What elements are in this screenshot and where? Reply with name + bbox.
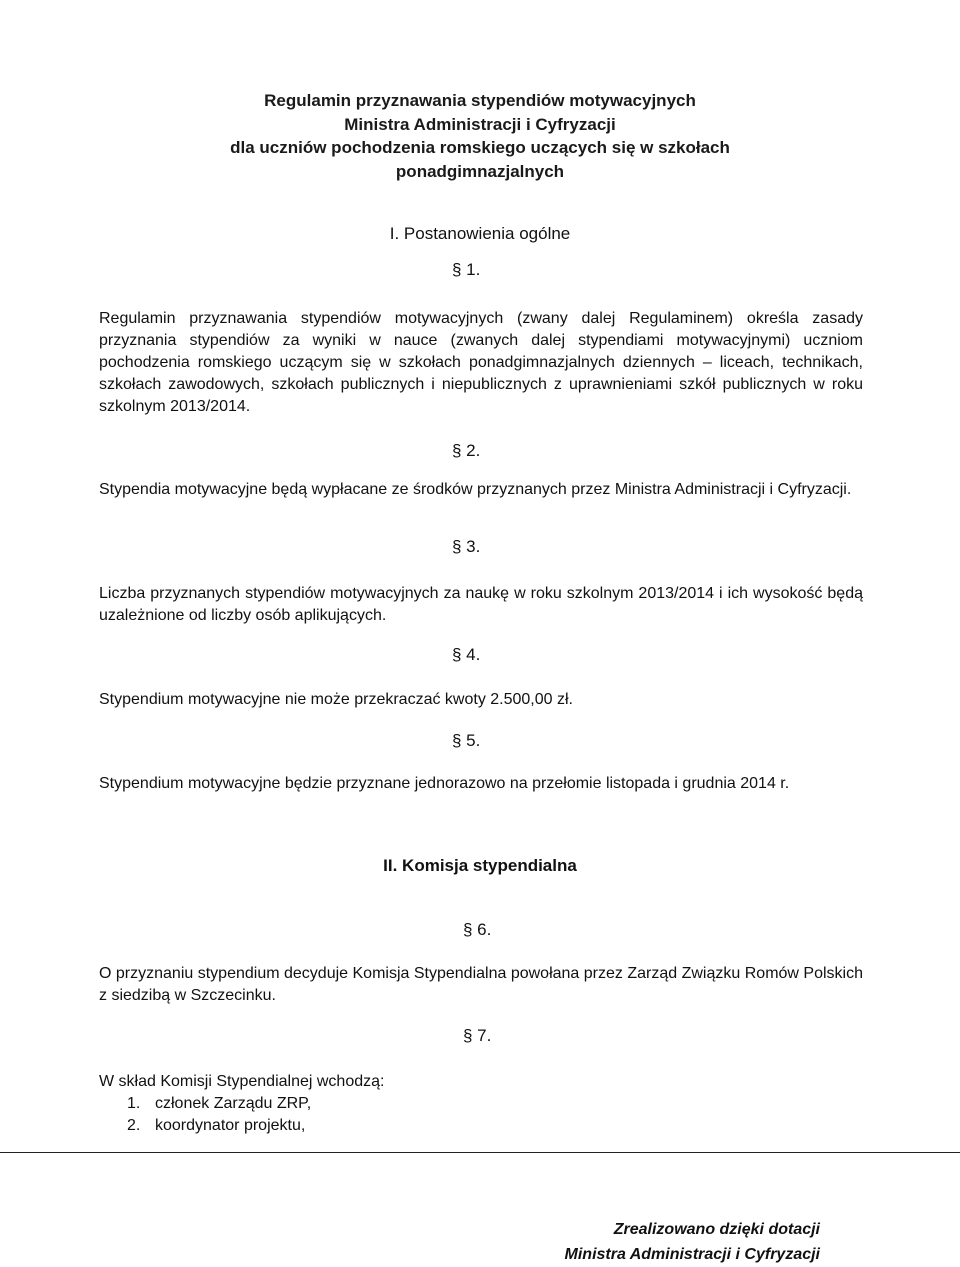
paragraph-6-text: O przyznaniu stypendium decyduje Komisja Stypendialna powołana przez Zarząd Związku Romów Polskich z siedzibą w Szczecinku.: [99, 965, 863, 1004]
list-intro: W skład Komisji Stypendialnej wchodzą:: [99, 1073, 385, 1090]
funding-note-line-1: Zrealizowano dzięki dotacji: [613, 1221, 820, 1238]
paragraph-7-mark: § 7.: [463, 1026, 492, 1045]
list-item-number: 2.: [127, 1117, 141, 1134]
funding-note: [565, 1217, 820, 1267]
paragraph-4-text: Stypendium motywacyjne nie może przekraczać kwoty 2.500,00 zł.: [99, 691, 573, 708]
list-item: [99, 1093, 384, 1115]
title-line-4: ponadgimnazjalnych: [395, 161, 565, 181]
paragraph-5-text: Stypendium motywacyjne będzie przyznane jednorazowo na przełomie listopada i grudnia 2014 r.: [99, 775, 790, 792]
paragraph-4-mark: § 4.: [452, 645, 481, 664]
paragraph-3-text: Liczba przyznanych stypendiów motywacyjnych za naukę w roku szkolnym 2013/2014 i ich wysokość będą uzależnione od liczby osób aplikujących.: [99, 585, 863, 624]
committee-list: [99, 1071, 384, 1137]
list-item-text: członek Zarządu ZRP,: [155, 1095, 312, 1112]
paragraph-3-mark: § 3.: [452, 537, 481, 556]
paragraph-6-mark: § 6.: [463, 920, 492, 939]
document-title: [100, 89, 860, 183]
list-item-text: koordynator projektu,: [155, 1117, 306, 1134]
paragraph-2-text: Stypendia motywacyjne będą wypłacane ze środków przyznanych przez Ministra Administracji i Cyfryzacji.: [99, 481, 852, 498]
paragraph-5-mark: § 5.: [452, 731, 481, 750]
section-2-heading: II. Komisja stypendialna: [383, 856, 577, 875]
paragraph-1-mark: § 1.: [452, 260, 481, 279]
funding-note-line-2: Ministra Administracji i Cyfryzacji: [564, 1246, 820, 1263]
list-item: [99, 1115, 384, 1137]
paragraph-2-mark: § 2.: [452, 441, 481, 460]
title-line-2: Ministra Administracji i Cyfryzacji: [344, 114, 616, 134]
section-1-heading: I. Postanowienia ogólne: [389, 224, 571, 243]
page-divider: [0, 1152, 960, 1153]
list-item-number: 1.: [127, 1095, 141, 1112]
paragraph-1-text: Regulamin przyznawania stypendiów motywacyjnych (zwany dalej Regulaminem) określa zasady przyznania stypendiów za wyniki w nauce (zwanych dalej stypendiami motywacyjnymi) uczniom pochodzenia romskiego uczącym się w szkołach ponadgimnazjalnych dziennych – liceach, technikach, szkołach zawodowych, szkołach publicznych i niepublicznych z uprawnieniami szkół publicznych w roku szkolnym 2013/2014.: [99, 310, 863, 415]
title-line-1: Regulamin przyznawania stypendiów motywacyjnych: [264, 91, 696, 110]
title-line-3: dla uczniów pochodzenia romskiego uczących się w szkołach: [230, 138, 730, 157]
